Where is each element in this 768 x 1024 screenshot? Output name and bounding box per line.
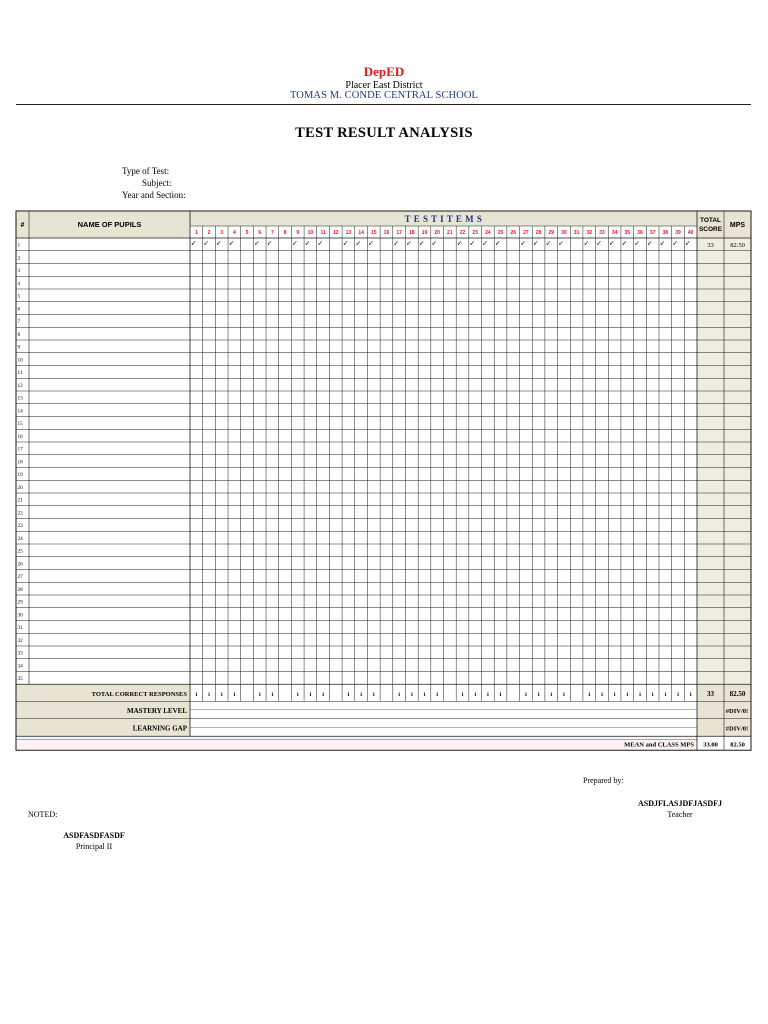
row-number-29: 29 (17, 599, 23, 606)
row-mps: 82.50 (730, 242, 745, 249)
item-number-16: 16 (383, 230, 390, 236)
learning-gap-value: #DIV/0! (725, 725, 749, 733)
row-number-32: 32 (17, 637, 23, 644)
item-number-31: 31 (573, 230, 580, 236)
row-number-7: 7 (17, 319, 21, 326)
total-correct-value: 1 (207, 691, 211, 698)
item-number-2: 2 (207, 230, 211, 236)
item-number-37: 37 (649, 230, 656, 236)
col-name-header: NAME OF PUPILS (77, 220, 142, 229)
teacher-role: Teacher (667, 810, 693, 819)
total-correct-value: 1 (651, 691, 655, 698)
item-number-7: 7 (270, 230, 274, 236)
item-number-23: 23 (472, 230, 478, 236)
row-number-24: 24 (17, 535, 23, 542)
row-number-9: 9 (17, 344, 21, 351)
row-number-10: 10 (17, 357, 23, 364)
row-number-22: 22 (17, 510, 23, 517)
response-check: ✓ (583, 239, 590, 248)
total-correct-value: 1 (524, 691, 528, 698)
item-number-5: 5 (245, 230, 249, 236)
test-items-header: T E S T I T E M S (404, 214, 483, 224)
row-number-16: 16 (17, 433, 23, 440)
response-check: ✓ (646, 239, 653, 248)
total-correct-value: 1 (321, 691, 325, 698)
row-number-31: 31 (17, 625, 23, 632)
item-number-1: 1 (194, 230, 198, 236)
item-number-13: 13 (345, 230, 352, 236)
item-number-25: 25 (497, 230, 504, 236)
row-total-score: 33 (707, 242, 714, 249)
item-number-14: 14 (358, 230, 364, 236)
total-correct-value: 1 (587, 691, 591, 698)
item-number-12: 12 (332, 230, 339, 236)
row-number-5: 5 (17, 293, 21, 300)
total-correct-value: 1 (549, 691, 553, 698)
district-name: Placer East District (345, 80, 423, 91)
item-number-6: 6 (258, 230, 262, 236)
row-number-26: 26 (17, 561, 23, 568)
subject-label: Subject: (142, 178, 172, 188)
item-number-19: 19 (421, 230, 428, 236)
response-check: ✓ (304, 239, 311, 248)
response-check: ✓ (406, 239, 412, 248)
item-number-39: 39 (675, 230, 681, 236)
total-correct-value: 1 (410, 691, 414, 698)
row-number-18: 18 (17, 459, 23, 466)
row-number-27: 27 (17, 574, 23, 581)
item-number-34: 34 (611, 230, 618, 236)
response-check: ✓ (596, 239, 603, 248)
total-correct-value: 1 (537, 691, 540, 698)
total-correct-value: 1 (613, 691, 616, 698)
response-check: ✓ (469, 239, 476, 248)
total-correct-value: 1 (676, 691, 680, 698)
total-score-header: SCORE (698, 226, 723, 233)
row-number-17: 17 (17, 446, 23, 453)
total-correct-value: 1 (663, 691, 667, 698)
row-number-21: 21 (17, 497, 23, 504)
response-check: ✓ (482, 239, 488, 248)
class-mps: 82.50 (730, 741, 745, 749)
response-check: ✓ (431, 239, 438, 248)
row-number-28: 28 (17, 586, 23, 593)
item-number-33: 33 (599, 230, 605, 236)
total-correct-value: 1 (359, 691, 363, 698)
org-name: DepED (363, 64, 405, 79)
response-check: ✓ (545, 239, 552, 248)
total-correct-value: 1 (296, 691, 300, 698)
total-correct-value: 1 (423, 691, 426, 698)
total-correct-value: 1 (232, 691, 236, 698)
item-number-15: 15 (371, 230, 377, 236)
item-number-32: 32 (586, 230, 593, 236)
response-check: ✓ (190, 239, 197, 248)
row-number-19: 19 (17, 472, 23, 479)
item-number-24: 24 (485, 230, 491, 236)
item-number-9: 9 (296, 230, 300, 236)
item-number-3: 3 (220, 230, 224, 236)
total-correct-label: TOTAL CORRECT RESPONSES (91, 690, 187, 698)
mean-label: MEAN and CLASS MPS (624, 741, 694, 749)
total-correct-value: 1 (397, 691, 401, 698)
row-number-4: 4 (17, 280, 21, 287)
item-number-30: 30 (561, 230, 567, 236)
response-check: ✓ (558, 239, 565, 248)
item-number-17: 17 (396, 230, 402, 236)
total-correct-value: 1 (625, 691, 629, 698)
response-check: ✓ (228, 239, 235, 248)
response-check: ✓ (355, 239, 362, 248)
row-number-8: 8 (17, 331, 21, 338)
row-number-25: 25 (17, 548, 23, 555)
item-number-22: 22 (459, 230, 466, 236)
response-check: ✓ (684, 239, 691, 248)
item-number-26: 26 (510, 230, 516, 236)
row-number-23: 23 (17, 523, 23, 530)
item-number-20: 20 (434, 230, 440, 236)
item-number-8: 8 (283, 230, 287, 236)
row-number-11: 11 (17, 370, 23, 377)
response-check: ✓ (317, 239, 324, 248)
response-check: ✓ (520, 239, 526, 248)
page-title: TEST RESULT ANALYSIS (295, 125, 473, 141)
mean-row-fill (16, 736, 697, 750)
noted-label: NOTED: (28, 810, 58, 819)
total-score-header: TOTAL (699, 217, 722, 224)
row-number-34: 34 (17, 663, 23, 670)
year-section-label: Year and Section: (122, 190, 186, 200)
item-number-18: 18 (409, 230, 415, 236)
item-number-29: 29 (548, 230, 555, 236)
teacher-name: ASDJFLASJDFJASDFJ (637, 799, 722, 808)
total-correct-value: 1 (309, 691, 312, 698)
row-number-14: 14 (17, 408, 23, 415)
mastery-level-value: #DIV/0! (725, 707, 749, 715)
item-number-35: 35 (624, 230, 631, 236)
type-of-test-label: Type of Test: (122, 166, 170, 176)
row-number-33: 33 (17, 650, 23, 657)
response-check: ✓ (253, 239, 260, 248)
item-number-40: 40 (687, 230, 694, 236)
response-check: ✓ (342, 239, 349, 248)
total-correct-value: 1 (220, 691, 224, 698)
col-num-header: # (20, 222, 25, 229)
total-correct-value: 1 (435, 691, 439, 698)
item-number-36: 36 (637, 230, 643, 236)
table-border (16, 211, 751, 750)
response-check: ✓ (266, 239, 273, 248)
mean-total: 33.00 (703, 741, 718, 749)
total-correct-value: 1 (562, 691, 566, 698)
response-check: ✓ (291, 239, 298, 248)
row-number-1: 1 (17, 242, 21, 249)
response-check: ✓ (494, 239, 501, 248)
item-number-27: 27 (523, 230, 529, 236)
total-correct-sum: 33 (707, 689, 714, 698)
row-number-35: 35 (17, 676, 23, 683)
prepared-by-label: Prepared by: (583, 776, 624, 785)
response-check: ✓ (203, 239, 210, 248)
response-check: ✓ (634, 239, 641, 248)
item-number-28: 28 (535, 230, 542, 236)
mastery-level-label: MASTERY LEVEL (127, 706, 187, 715)
total-correct-value: 1 (689, 691, 693, 698)
total-correct-value: 1 (600, 691, 604, 698)
row-number-13: 13 (17, 395, 23, 402)
total-correct-value: 1 (486, 691, 490, 698)
response-check: ✓ (368, 239, 374, 248)
principal-name: ASDFASDFASDF (63, 831, 125, 840)
response-check: ✓ (659, 239, 666, 248)
total-correct-value: 1 (271, 691, 274, 698)
item-number-4: 4 (232, 230, 236, 236)
total-correct-value: 1 (347, 691, 350, 698)
total-correct-value: 1 (499, 691, 502, 698)
response-check: ✓ (608, 239, 615, 248)
item-number-11: 11 (320, 230, 326, 236)
total-correct-value: 1 (194, 691, 198, 698)
row-number-20: 20 (17, 484, 23, 491)
row-number-6: 6 (17, 306, 21, 313)
mps-header: MPS (729, 222, 746, 229)
total-correct-value: 1 (461, 691, 464, 698)
total-correct-value: 1 (473, 691, 477, 698)
item-number-21: 21 (447, 230, 453, 236)
row-number-2: 2 (17, 255, 21, 262)
row-number-30: 30 (17, 612, 23, 619)
row-number-15: 15 (17, 421, 23, 428)
total-correct-mps: 82.50 (729, 689, 746, 698)
total-correct-value: 1 (638, 691, 642, 698)
response-check: ✓ (393, 239, 400, 248)
response-check: ✓ (672, 239, 679, 248)
response-check: ✓ (532, 239, 539, 248)
item-number-10: 10 (307, 230, 314, 236)
row-number-12: 12 (17, 382, 23, 389)
total-correct-value: 1 (372, 691, 376, 698)
response-check: ✓ (215, 239, 222, 248)
row-number-3: 3 (17, 268, 21, 275)
learning-gap-label: LEARNING GAP (132, 724, 187, 733)
school-name: TOMAS M. CONDE CENTRAL SCHOOL (289, 90, 479, 101)
total-correct-value: 1 (258, 691, 262, 698)
response-check: ✓ (621, 239, 628, 248)
item-number-38: 38 (662, 230, 669, 236)
response-check: ✓ (418, 239, 425, 248)
response-check: ✓ (456, 239, 463, 248)
principal-role: Principal II (75, 842, 113, 851)
